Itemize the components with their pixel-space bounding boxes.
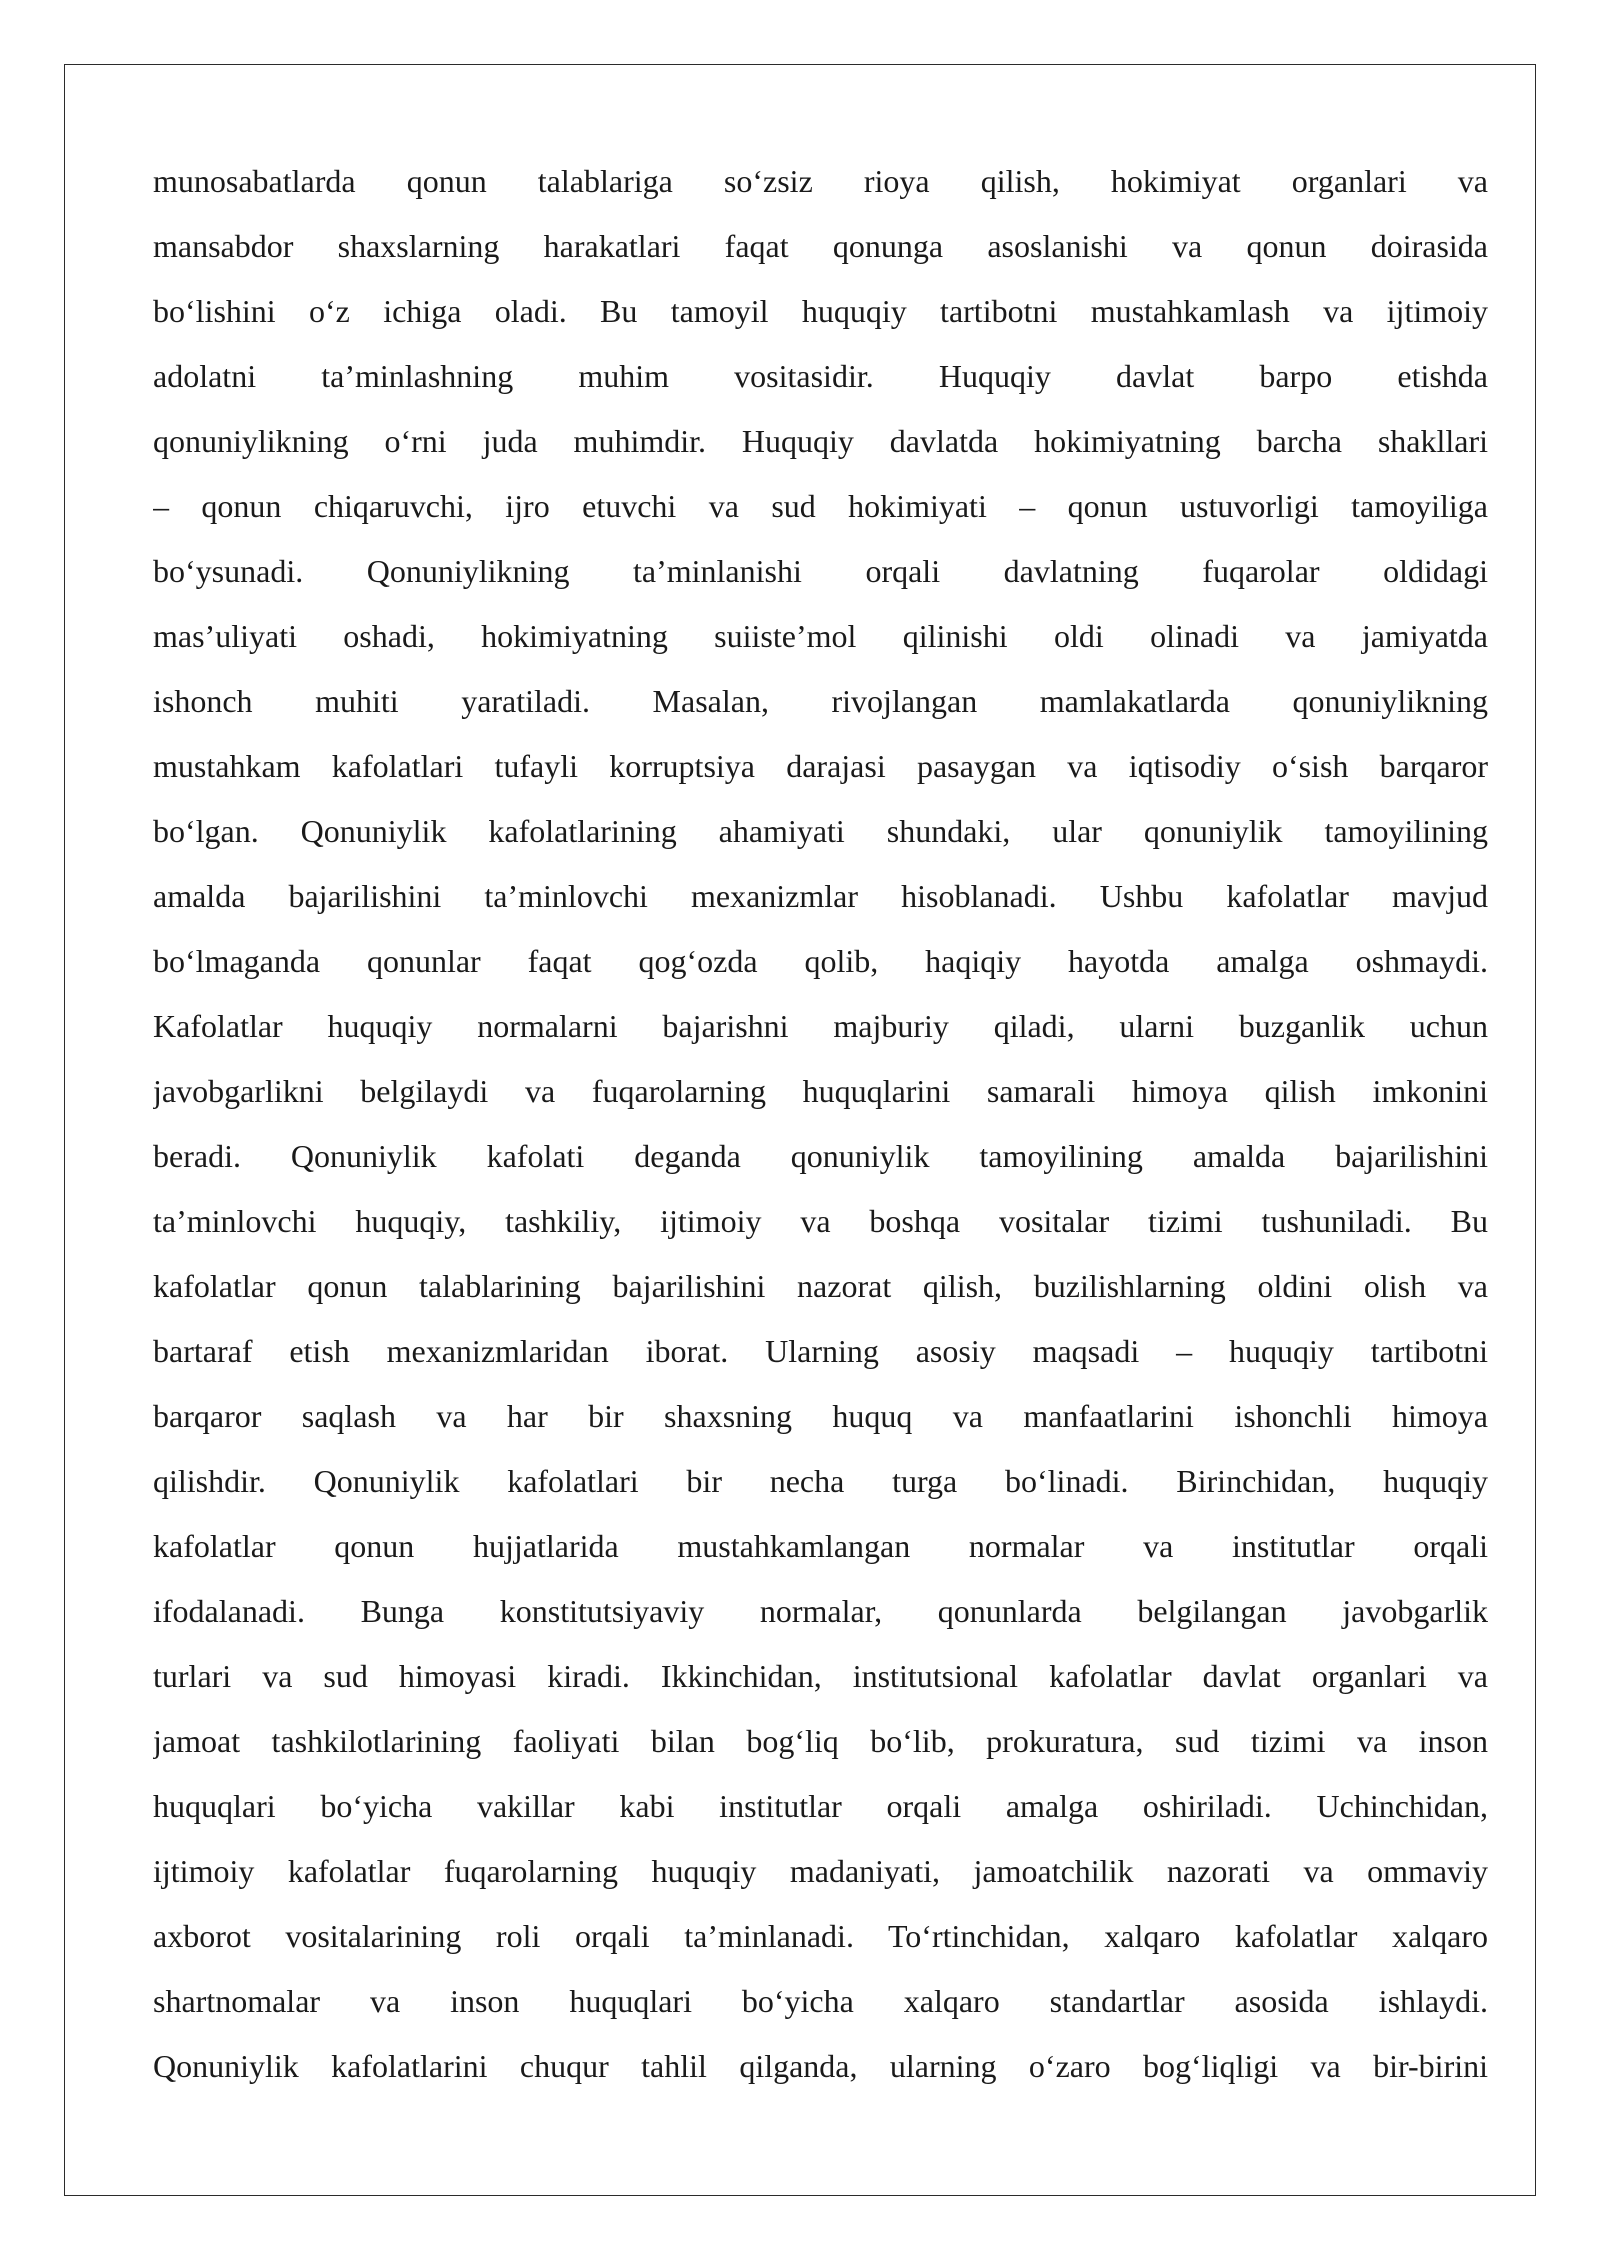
text-line: jamoat tashkilotlarining faoliyati bilan bog‘liq bo‘lib, prokuratura, sud tizimi va inson bbox=[153, 1723, 1488, 1759]
text-line: kafolatlar qonun hujjatlarida mustahkamlangan normalar va institutlar orqali bbox=[153, 1528, 1488, 1564]
text-line: bo‘ysunadi. Qonuniylikning ta’minlanishi orqali davlatning fuqarolar oldidagi bbox=[153, 553, 1488, 589]
text-line: turlari va sud himoyasi kiradi. Ikkinchidan, institutsional kafolatlar davlat organlari va bbox=[153, 1658, 1488, 1694]
text-line: huquqlari bo‘yicha vakillar kabi institutlar orqali amalga oshiriladi. Uchinchidan, bbox=[153, 1788, 1488, 1824]
text-line: mas’uliyati oshadi, hokimiyatning suiiste’mol qilinishi oldi olinadi va jamiyatda bbox=[153, 618, 1488, 654]
text-line: bo‘lmaganda qonunlar faqat qog‘ozda qolib, haqiqiy hayotda amalga oshmaydi. bbox=[153, 943, 1488, 979]
text-line: munosabatlarda qonun talablariga so‘zsiz rioya qilish, hokimiyat organlari va bbox=[153, 163, 1488, 199]
text-line: amalda bajarilishini ta’minlovchi mexanizmlar hisoblanadi. Ushbu kafolatlar mavjud bbox=[153, 878, 1488, 914]
text-line: mansabdor shaxslarning harakatlari faqat qonunga asoslanishi va qonun doirasida bbox=[153, 228, 1488, 264]
text-line: beradi. Qonuniylik kafolati deganda qonuniylik tamoyilining amalda bajarilishini bbox=[153, 1138, 1488, 1174]
text-line: qonuniylikning o‘rni juda muhimdir. Huquqiy davlatda hokimiyatning barcha shakllari bbox=[153, 423, 1488, 459]
text-line: qilishdir. Qonuniylik kafolatlari bir necha turga bo‘linadi. Birinchidan, huquqiy bbox=[153, 1463, 1488, 1499]
text-line: ta’minlovchi huquqiy, tashkiliy, ijtimoiy va boshqa vositalar tizimi tushuniladi. Bu bbox=[153, 1203, 1488, 1239]
text-line: bo‘lishini o‘z ichiga oladi. Bu tamoyil huquqiy tartibotni mustahkamlash va ijtimoiy bbox=[153, 293, 1488, 329]
text-line: javobgarlikni belgilaydi va fuqarolarning huquqlarini samarali himoya qilish imkonini bbox=[153, 1073, 1488, 1109]
text-line: Kafolatlar huquqiy normalarni bajarishni majburiy qiladi, ularni buzganlik uchun bbox=[153, 1008, 1488, 1044]
text-line: bartaraf etish mexanizmlaridan iborat. Ularning asosiy maqsadi – huquqiy tartibotni bbox=[153, 1333, 1488, 1369]
text-line: adolatni ta’minlashning muhim vositasidir. Huquqiy davlat barpo etishda bbox=[153, 358, 1488, 394]
text-line: ifodalanadi. Bunga konstitutsiyaviy normalar, qonunlarda belgilangan javobgarlik bbox=[153, 1593, 1488, 1629]
text-line: Qonuniylik kafolatlarini chuqur tahlil qilganda, ularning o‘zaro bog‘liqligi va bir-birini bbox=[153, 2048, 1488, 2084]
text-line: barqaror saqlash va har bir shaxsning huquq va manfaatlarini ishonchli himoya bbox=[153, 1398, 1488, 1434]
text-line: axborot vositalarining roli orqali ta’minlanadi. To‘rtinchidan, xalqaro kafolatlar xalqaro bbox=[153, 1918, 1488, 1954]
text-line: – qonun chiqaruvchi, ijro etuvchi va sud hokimiyati – qonun ustuvorligi tamoyiliga bbox=[153, 488, 1488, 524]
text-line: kafolatlar qonun talablarining bajarilishini nazorat qilish, buzilishlarning oldini olish va bbox=[153, 1268, 1488, 1304]
text-line: ijtimoiy kafolatlar fuqarolarning huquqiy madaniyati, jamoatchilik nazorati va ommaviy bbox=[153, 1853, 1488, 1889]
body-text bbox=[153, 149, 1488, 2099]
text-line: mustahkam kafolatlari tufayli korruptsiya darajasi pasaygan va iqtisodiy o‘sish barqaror bbox=[153, 748, 1488, 784]
text-line: bo‘lgan. Qonuniylik kafolatlarining ahamiyati shundaki, ular qonuniylik tamoyilining bbox=[153, 813, 1488, 849]
text-line: ishonch muhiti yaratiladi. Masalan, rivojlangan mamlakatlarda qonuniylikning bbox=[153, 683, 1488, 719]
text-line: shartnomalar va inson huquqlari bo‘yicha xalqaro standartlar asosida ishlaydi. bbox=[153, 1983, 1488, 2019]
